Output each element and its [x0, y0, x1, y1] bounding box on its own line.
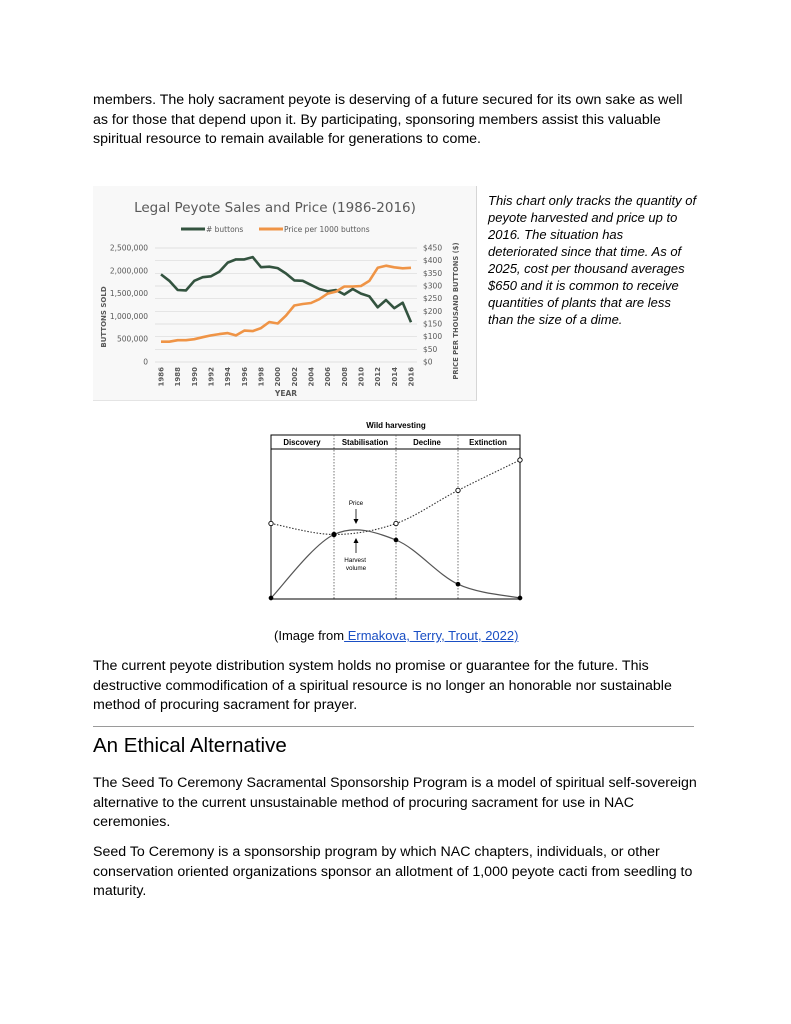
y-tick-label: 500,000: [116, 334, 148, 344]
volume-point: [394, 538, 398, 542]
y2-tick-label: $400: [423, 256, 443, 266]
volume-point: [269, 596, 273, 600]
volume-point: [456, 582, 460, 586]
chart-legend: [181, 225, 370, 234]
chart-note: [488, 192, 696, 328]
chart-gridlines: [155, 248, 417, 362]
right-axis-ticks: [423, 244, 442, 367]
x-tick-label: 1990: [190, 367, 199, 387]
note-line: $650 and it is common to receive: [488, 278, 679, 293]
x-axis-ticks: [158, 367, 416, 387]
left-axis-ticks: [110, 244, 148, 367]
text-line: method of procuring sacrament for prayer.: [93, 697, 358, 713]
y-tick-label: 0: [143, 357, 148, 367]
text-line: Seed To Ceremony is a sponsorship program by which NAC chapters, individuals, or other: [93, 844, 660, 860]
wild-harvesting-diagram: [262, 414, 530, 606]
y2-tick-label: $250: [423, 294, 443, 304]
text-line: as for those that depend upon it. By participating, sponsoring members assist this valuable: [93, 111, 661, 128]
text-line: spiritual resource to remain available for generations to come.: [93, 131, 481, 147]
y-tick-label: 2,500,000: [109, 243, 148, 253]
chart-series: [161, 257, 411, 342]
y-tick-label: 1,500,000: [109, 289, 148, 299]
price-annotation: Price: [348, 500, 364, 507]
x-tick-label: 1988: [174, 367, 183, 387]
section-heading: An Ethical Alternative: [93, 734, 287, 757]
text-line: maturity.: [93, 883, 147, 899]
price-point: [518, 458, 522, 462]
y2-tick-label: $200: [423, 306, 443, 316]
note-line: quantities of plants that are less: [488, 295, 671, 310]
buttons-series-line: [161, 257, 411, 322]
phase-label: Discovery: [283, 438, 321, 447]
x-tick-label: 1986: [157, 367, 166, 387]
y-tick-label: 1,000,000: [109, 311, 148, 321]
distribution-paragraph: [93, 657, 672, 716]
phase-label: Extinction: [469, 438, 507, 447]
y-axis-label: BUTTONS SOLD: [100, 286, 108, 348]
legend-label-price: Price per 1000 buttons: [284, 225, 370, 234]
volume-point: [332, 533, 336, 537]
note-line: peyote harvested and price up to: [488, 210, 678, 225]
volume-arrow-head: [354, 538, 359, 543]
y-tick-label: 2,000,000: [109, 266, 148, 276]
x-tick-label: 2014: [390, 367, 399, 387]
x-tick-label: 2006: [324, 367, 333, 387]
x-tick-label: 1994: [224, 367, 233, 387]
y2-tick-label: $0: [423, 357, 433, 367]
y2-tick-label: $50: [423, 344, 438, 354]
note-line: 2025, cost per thousand averages: [488, 261, 685, 276]
note-line: deteriorated since that time. As of: [488, 244, 682, 259]
note-line: than the size of a dime.: [488, 312, 623, 327]
caption-prefix: (Image from: [274, 628, 345, 643]
text-line: conservation oriented organizations sponsor an allotment of 1,000 peyote cacti from seedling to: [93, 863, 693, 880]
y2-tick-label: $300: [423, 281, 443, 291]
diagram-title: Wild harvesting: [366, 421, 426, 430]
text-line: alternative to the current unsustainable method of procuring sacrament for use in NAC: [93, 794, 634, 811]
sponsorship-paragraph: [93, 843, 692, 902]
peyote-sales-chart: [93, 186, 477, 401]
x-tick-label: 1996: [240, 367, 249, 387]
diagram-frame: [271, 435, 520, 599]
image-caption: [274, 627, 518, 645]
legend-label-buttons: # buttons: [206, 225, 244, 234]
note-line: 2016. The situation has: [488, 227, 624, 242]
citation-link[interactable]: Ermakova, Terry, Trout, 2022): [344, 628, 519, 643]
price-point: [456, 488, 460, 492]
x-tick-label: 2008: [340, 367, 349, 387]
x-tick-label: 1998: [257, 367, 266, 387]
x-tick-label: 2004: [307, 367, 316, 387]
x-axis-label: YEAR: [274, 389, 298, 398]
y2-tick-label: $150: [423, 319, 443, 329]
y2-axis-label: PRICE PER THOUSAND BUTTONS ($): [452, 242, 460, 380]
program-paragraph: [93, 774, 697, 833]
x-tick-label: 2000: [274, 367, 283, 387]
phase-label: Stabilisation: [341, 438, 389, 447]
x-tick-label: 2016: [407, 367, 416, 387]
intro-paragraph: [93, 91, 683, 150]
x-tick-label: 2012: [374, 367, 383, 387]
volume-point: [518, 596, 522, 600]
x-tick-label: 2010: [357, 367, 366, 387]
text-line: The Seed To Ceremony Sacramental Sponsorship Program is a model of spiritual self-sovereign: [93, 775, 697, 791]
note-line: This chart only tracks the quantity of: [488, 193, 697, 208]
chart-title: Legal Peyote Sales and Price (1986-2016): [134, 200, 416, 216]
price-arrow-head: [354, 519, 359, 524]
price-point: [394, 521, 398, 525]
diagram-curves: [269, 458, 522, 600]
text-line: ceremonies.: [93, 814, 171, 830]
text-line: members. The holy sacrament peyote is deserving of a future secured for its own sake as well: [93, 92, 683, 108]
sales-chart-svg: [93, 186, 476, 400]
x-tick-label: 2002: [290, 367, 299, 387]
text-line: destructive commodification of a spiritual resource is no longer an honorable nor sustainable: [93, 677, 672, 694]
y2-tick-label: $350: [423, 268, 443, 278]
phase-label: Decline: [413, 438, 441, 447]
text-line: The current peyote distribution system holds no promise or guarantee for the future. This: [93, 658, 649, 674]
y2-tick-label: $100: [423, 332, 443, 342]
section-divider: [93, 726, 694, 727]
x-tick-label: 1992: [207, 367, 216, 387]
volume-annotation: Harvest volume: [344, 557, 367, 572]
y2-tick-label: $450: [423, 243, 443, 253]
price-point: [269, 521, 273, 525]
